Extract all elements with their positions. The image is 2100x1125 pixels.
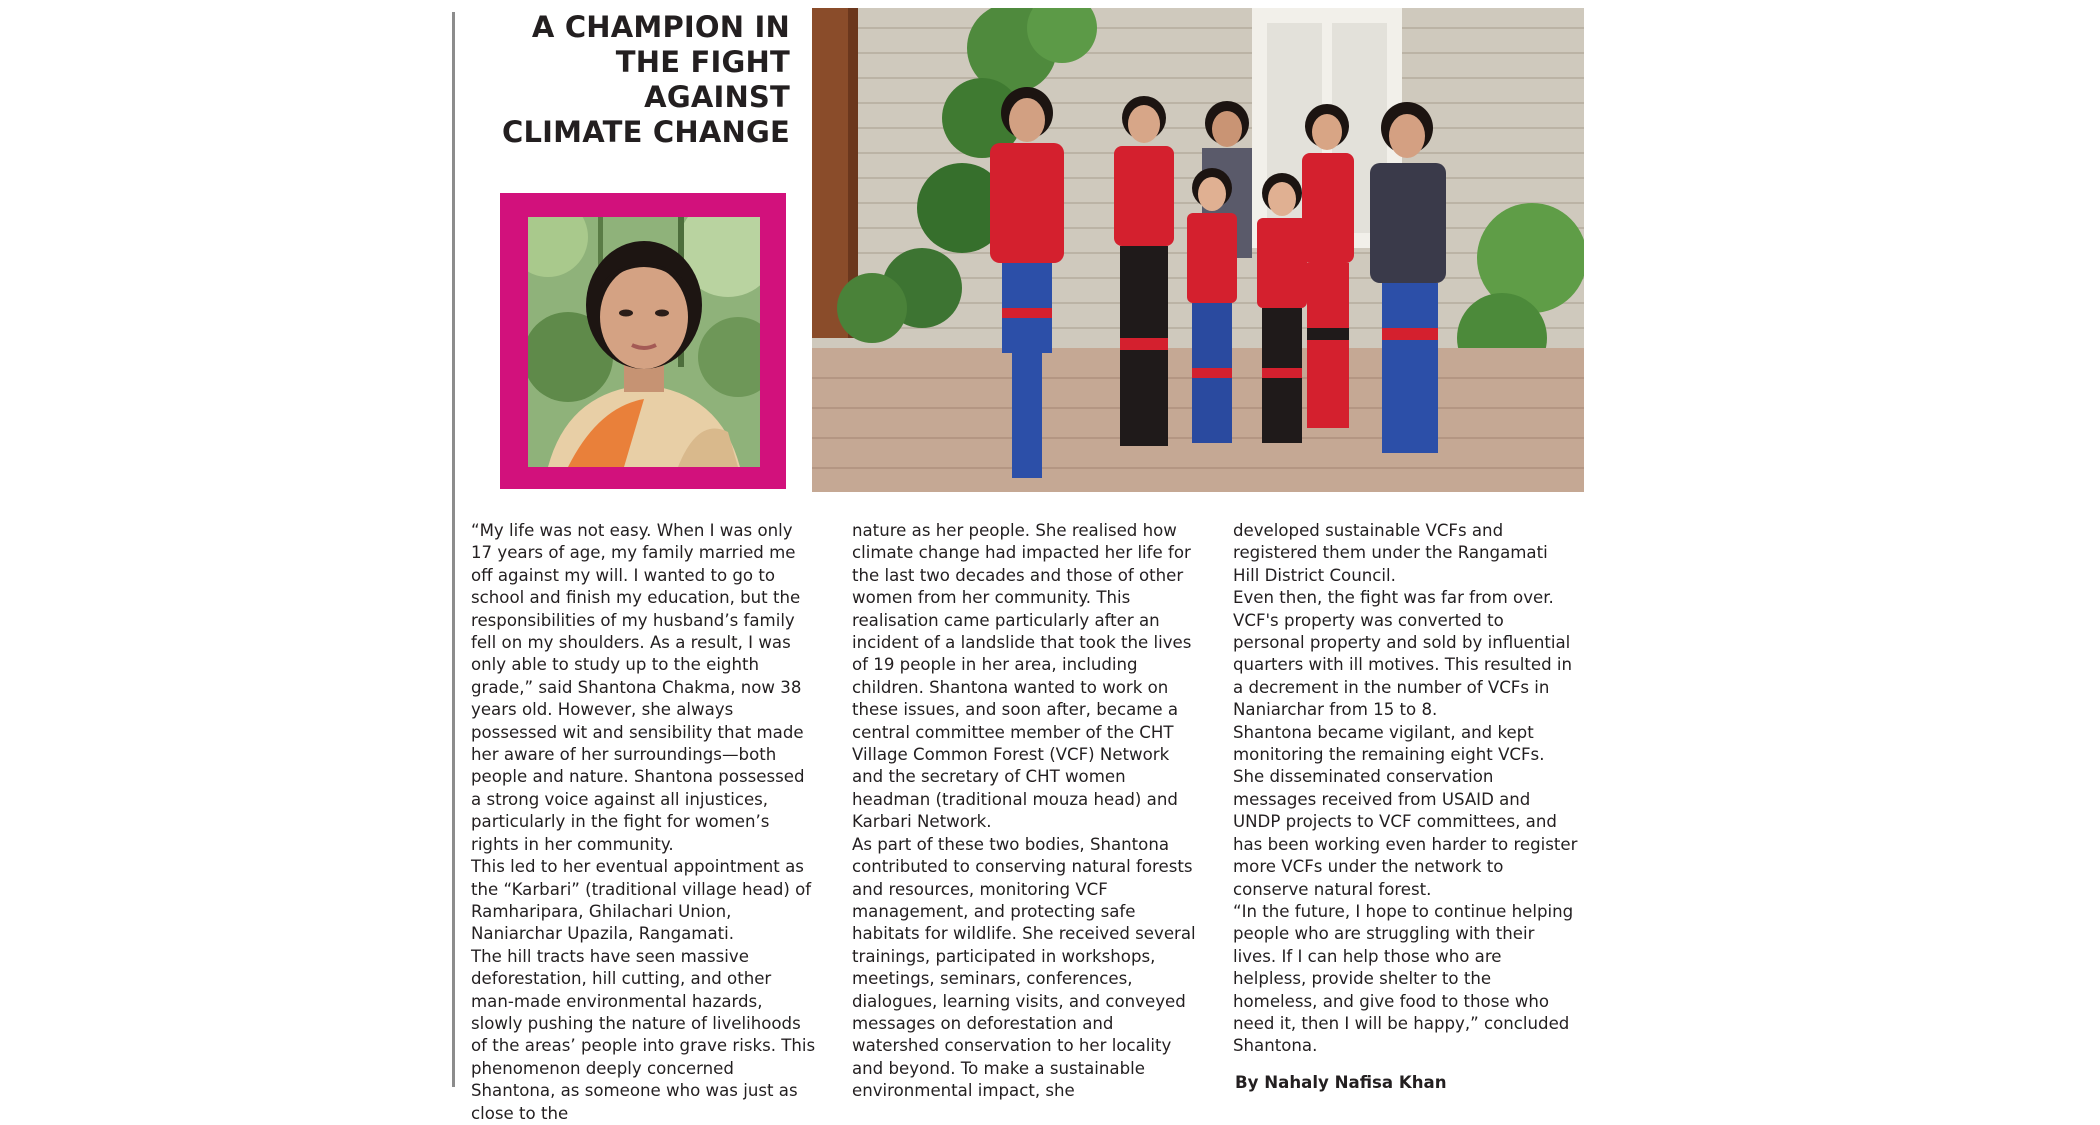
article-column-3: [1233, 520, 1578, 1094]
paragraph: Shantona became vigilant, and kept monitoring the remaining eight VCFs. She disseminated conservation messages received from USAID and UNDP projects to VCF committees, and has been working even harder to register more VCFs under the network to conserve natural forest.: [1233, 722, 1578, 899]
paragraph: “In the future, I hope to continue helping people who are struggling with their lives. If I can help those who are helpless, provide shelter to the homeless, and give food to those who need it, then I will be happy,” concluded Shantona.: [1233, 901, 1574, 1056]
article-column-2: [852, 520, 1197, 1103]
article-headline: [470, 10, 790, 150]
paragraph: The hill tracts have seen massive deforestation, hill cutting, and other man-made environmental hazards, slowly pushing the nature of livelihoods of the areas’ people into grave risks. This phenomenon deeply concerned Shantona, as someone who was just as close to the: [471, 946, 816, 1123]
headline-line: THE FIGHT AGAINST: [615, 45, 790, 114]
headline-line: A CHAMPION IN: [531, 10, 790, 44]
byline: By Nahaly Nafisa Khan: [1235, 1072, 1447, 1092]
paragraph: Even then, the fight was far from over. VCF's property was converted to personal property and sold by influential quarters with ill motives. This resulted in a decrement in the number of VCFs in Naniarchar from 15 to 8.: [1233, 588, 1573, 720]
paragraph: As part of these two bodies, Shantona contributed to conserving natural forests and resources, monitoring VCF management, and protecting safe habitats for wildlife. She received several trainings, participated in workshops, meetings, seminars, conferences, dialogues, learning visits, and conveyed messages on deforestation and watershed conservation to her locality and beyond. To make a sustainable environmental impact, she: [852, 834, 1196, 1101]
paragraph: nature as her people. She realised how climate change had impacted her life for the last two decades and those of other women from her community. This realisation came particularly after an incident of a landslide that took the lives of 19 people in her area, including children. Shantona wanted to work on these issues, and soon after, became a central committee member of the CHT Village Common Forest (VCF) Network and the secretary of CHT women headman (traditional mouza head) and Karbari Network.: [852, 521, 1192, 832]
paragraph: “My life was not easy. When I was only 17 years of age, my family married me off against my will. I wanted to go to school and finish my education, but the responsibilities of my husband’s family fell on my shoulders. As a result, I was only able to study up to the eighth grade,” said Shantona Chakma, now 38 years old. However, she always possessed wit and sensibility that made her aware of her surroundings—both people and nature. Shantona possessed a strong voice against all injustices, particularly in the fight for women’s rights in her community.: [471, 521, 805, 854]
portrait-photo: [528, 217, 760, 467]
headline-line: CLIMATE CHANGE: [502, 115, 790, 149]
paragraph: This led to her eventual appointment as the “Karbari” (traditional village head) of Ramharipara, Ghilachari Union, Naniarchar Upazila, Rangamati.: [471, 857, 812, 944]
article-column-1: [471, 520, 816, 1125]
paragraph: developed sustainable VCFs and registered them under the Rangamati Hill District Council.: [1233, 521, 1548, 585]
group-photo: [812, 8, 1584, 492]
portrait-frame: [500, 193, 786, 489]
column-rule: [452, 12, 455, 1087]
